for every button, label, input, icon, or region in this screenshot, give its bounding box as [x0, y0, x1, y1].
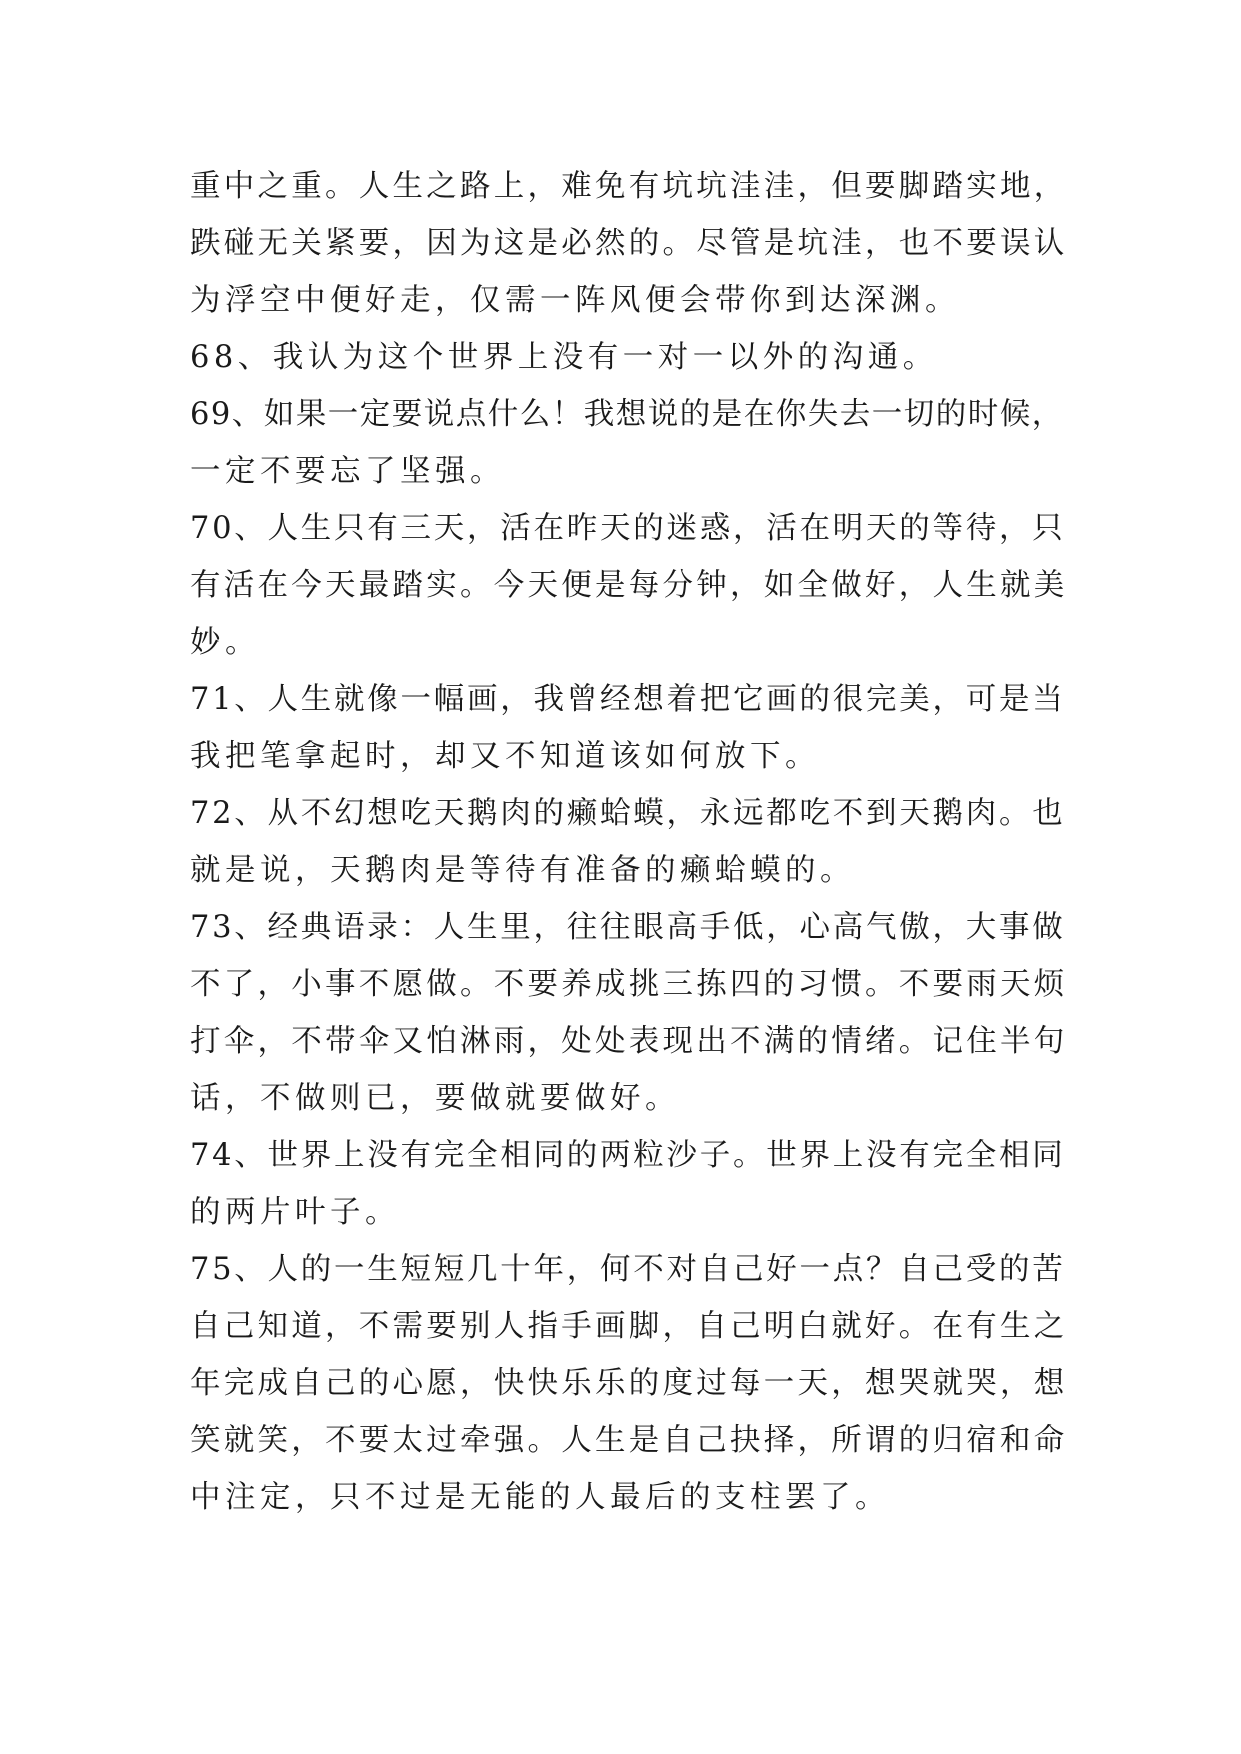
text-line: 74、世界上没有完全相同的两粒沙子。世界上没有完全相同 — [190, 1138, 1066, 1173]
paragraph-72 — [190, 785, 1070, 899]
paragraph-67-continued — [190, 158, 1070, 329]
text-line: 重中之重。人生之路上，难免有坑坑洼洼，但要脚踏实地， — [190, 169, 1068, 204]
text-line: 不了，小事不愿做。不要养成挑三拣四的习惯。不要雨天烦 — [190, 967, 1068, 1002]
text-line: 就是说，天鹅肉是等待有准备的癞蛤蟆的。 — [190, 853, 855, 888]
text-line: 年完成自己的心愿，快快乐乐的度过每一天，想哭就哭，想 — [190, 1366, 1068, 1401]
paragraph-74 — [190, 1127, 1070, 1241]
paragraph-73 — [190, 899, 1070, 1127]
text-line: 72、从不幻想吃天鹅肉的癞蛤蟆，永远都吃不到天鹅肉。也 — [190, 796, 1066, 831]
paragraph-69 — [190, 386, 1070, 500]
text-line: 妙。 — [190, 625, 260, 660]
text-line: 的两片叶子。 — [190, 1195, 400, 1230]
text-line: 跌碰无关紧要，因为这是必然的。尽管是坑洼，也不要误认 — [190, 226, 1068, 261]
text-line: 有活在今天最踏实。今天便是每分钟，如全做好，人生就美 — [190, 568, 1068, 603]
text-line: 打伞，不带伞又怕淋雨，处处表现出不满的情绪。记住半句 — [190, 1024, 1068, 1059]
text-line: 中注定，只不过是无能的人最后的支柱罢了。 — [190, 1480, 890, 1515]
paragraph-71 — [190, 671, 1070, 785]
paragraph-68 — [190, 329, 1070, 386]
text-line: 我把笔拿起时，却又不知道该如何放下。 — [190, 739, 820, 774]
text-line: 73、经典语录：人生里，往往眼高手低，心高气傲，大事做 — [190, 910, 1066, 945]
text-line: 69、如果一定要说点什么！我想说的是在你失去一切的时候， — [190, 397, 1064, 432]
text-line: 70、人生只有三天，活在昨天的迷惑，活在明天的等待，只 — [190, 511, 1066, 546]
text-line: 一定不要忘了坚强。 — [190, 454, 505, 489]
text-line: 71、人生就像一幅画，我曾经想着把它画的很完美，可是当 — [190, 682, 1066, 717]
text-line: 话，不做则已，要做就要做好。 — [190, 1081, 680, 1116]
text-line: 75、人的一生短短几十年，何不对自己好一点？自己受的苦 — [190, 1252, 1066, 1287]
paragraph-70 — [190, 500, 1070, 671]
text-line: 笑就笑，不要太过牵强。人生是自己抉择，所谓的归宿和命 — [190, 1423, 1068, 1458]
paragraph-75 — [190, 1241, 1070, 1526]
document-body — [190, 158, 1070, 1526]
text-line: 为浮空中便好走，仅需一阵风便会带你到达深渊。 — [190, 283, 960, 318]
text-line: 68、我认为这个世界上没有一对一以外的沟通。 — [190, 340, 938, 375]
text-line: 自己知道，不需要别人指手画脚，自己明白就好。在有生之 — [190, 1309, 1068, 1344]
